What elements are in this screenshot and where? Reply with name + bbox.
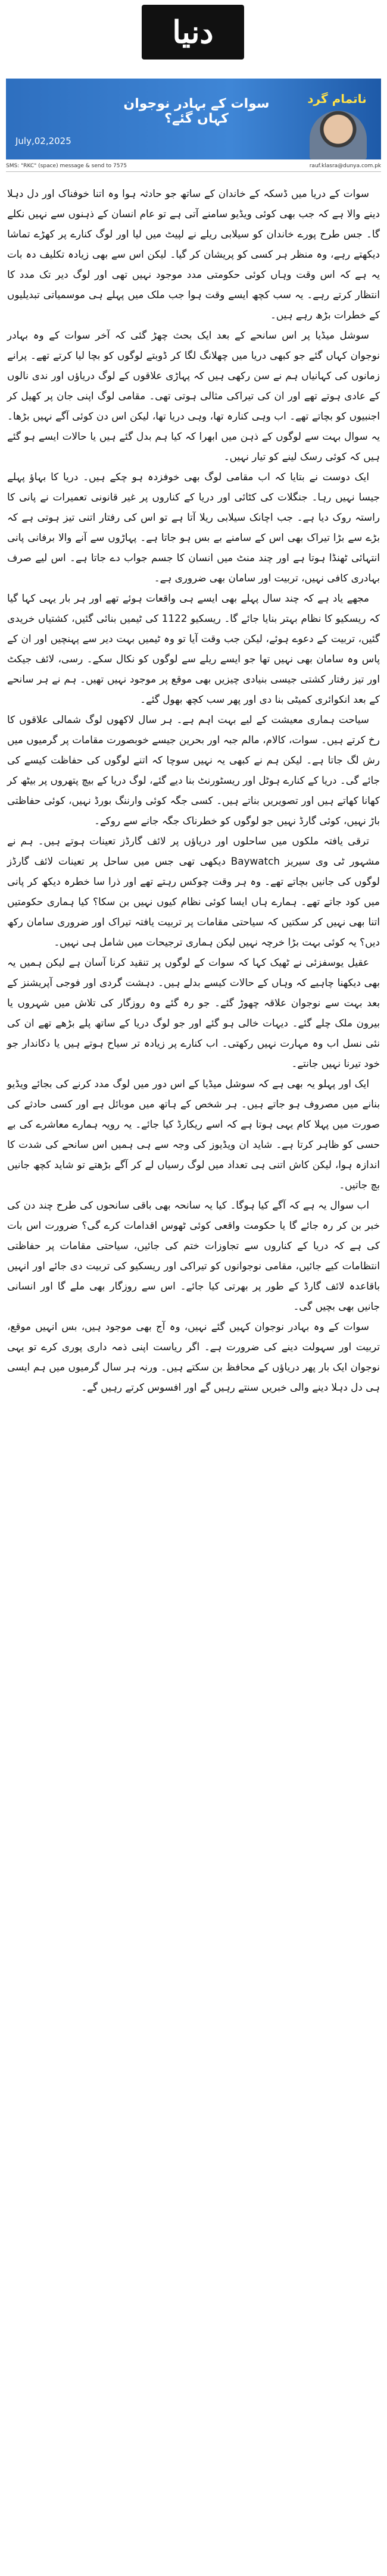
publish-date: July,02,2025 [15, 136, 71, 146]
masthead [0, 0, 387, 174]
column-name: ناتمام گرد [307, 92, 367, 106]
article-paragraph: سوشل میڈیا پر اس سانحے کے بعد ایک بحث چھڑ گئی کہ آخر سوات کے وہ بہادر نوجوان کہاں گئے جو کبھی دریا میں چھلانگ لگا کر ڈوبتے لوگوں کو بچا لیا کرتے تھے۔ پرانے زمانوں کی کہانیاں ہم نے سن رکھی ہیں کہ پہاڑی علاقوں کے لوگ دریاؤں اور ندی نالوں کے عادی ہوتے تھے اور ان کی تیراکی مثالی ہوتی تھی۔ مقامی لوگ اپنی جان پر کھیل کر اجنبیوں کو بچاتے تھے۔ اب وہی کنارہ تھا، وہی دریا تھا، لیکن اس دن کوئی آگے نہیں بڑھا۔ یہ سوال بہت سے لوگوں کے ذہن میں ابھرا کہ کیا ہم بدل گئے ہیں یا حالات ایسے ہو گئے ہیں کہ کوئی رسک لینے کو تیار نہیں۔ [7, 329, 380, 462]
author-email: rauf.klasra@dunya.com.pk [309, 163, 381, 169]
article-paragraph: ایک دوست نے بتایا کہ اب مقامی لوگ بھی خوفزدہ ہو چکے ہیں۔ دریا کا بہاؤ پہلے جیسا نہیں رہا۔ جنگلات کی کٹائی اور دریا کے کناروں پر غیر قانونی تعمیرات نے پانی کا راستہ روک دیا ہے۔ جب اچانک سیلابی ریلا آتا ہے تو اس کی رفتار اتنی تیز ہوتی ہے کہ بڑے سے بڑا تیراک بھی اس کے سامنے بے بس ہو جاتا ہے۔ پہاڑوں سے آنے والا برفانی پانی انتہائی ٹھنڈا ہوتا ہے اور چند منٹ میں انسان کا جسم جواب دے جاتا ہے۔ اس لیے صرف بہادری کافی نہیں، تربیت اور سامان بھی ضروری ہے۔ [7, 471, 380, 584]
article-paragraph: ترقی یافتہ ملکوں میں ساحلوں اور دریاؤں پر لائف گارڈز تعینات ہوتے ہیں۔ ہم نے مشہور ٹی وی سیریز Baywatch دیکھی تھی جس میں ساحل پر تعینات لائف گارڈز لوگوں کی جانیں بچاتے تھے۔ وہ ہر وقت چوکس رہتے تھے اور ذرا سا خطرہ دیکھ کر پانی میں کود جاتے تھے۔ ہمارے ہاں ایسا کوئی نظام کیوں نہیں بن سکا؟ کیا ہماری حکومتیں اتنا بھی نہیں کر سکتیں کہ سیاحتی مقامات پر تربیت یافتہ تیراک اور ضروری سامان رکھ دیں؟ یہ کوئی بہت بڑا خرچہ نہیں لیکن ہماری ترجیحات میں شامل ہی نہیں۔ [7, 835, 380, 948]
article-paragraph: سیاحت ہماری معیشت کے لیے بہت اہم ہے۔ ہر سال لاکھوں لوگ شمالی علاقوں کا رخ کرتے ہیں۔ سوات، کالام، مالم جبہ اور بحرین جیسے خوبصورت مقامات پر گرمیوں میں رش لگ جاتا ہے۔ لیکن ہم نے کبھی یہ نہیں سوچا کہ اتنے لوگوں کی حفاظت کیسے کی جائے گی۔ دریا کے کنارے ہوٹل اور ریسٹورنٹ بنا دیے گئے، لوگ دریا کے بیچ پتھروں پر بیٹھ کر کھانا کھاتے ہیں اور تصویریں بناتے ہیں۔ کسی جگہ کوئی وارننگ بورڈ نہیں، کوئی حفاظتی باڑ نہیں، کوئی گارڈ نہیں جو لوگوں کو خطرناک جگہ جانے سے روکے۔ [7, 713, 380, 827]
contact-bar [6, 161, 381, 172]
article-paragraph: عقیل یوسفزئی نے ٹھیک کہا کہ سوات کے لوگوں پر تنقید کرنا آسان ہے لیکن ہمیں یہ بھی دیکھنا چاہیے کہ وہاں کے حالات کیسے بدلے ہیں۔ دہشت گردی اور فوجی آپریشنز کے بعد بہت سے نوجوان علاقہ چھوڑ گئے۔ جو رہ گئے وہ روزگار کی تلاش میں شہروں یا بیرون ملک چلے گئے۔ دیہات خالی ہو گئے اور جو لوگ دریا کے ساتھ پلے بڑھے تھے ان کی نئی نسل اب وہ مہارت نہیں رکھتی۔ اب کنارے پر زیادہ تر سیاح ہوتے ہیں یا دکاندار جو خود تیرنا نہیں جانتے۔ [7, 956, 380, 1069]
column-banner [6, 79, 381, 159]
article-body [0, 174, 387, 1397]
article-paragraph: مجھے یاد ہے کہ چند سال پہلے بھی ایسے ہی واقعات ہوئے تھے اور ہر بار یہی کہا گیا کہ ریسکیو کا نظام بہتر بنایا جائے گا۔ ریسکیو 1122 کی ٹیمیں بنائی گئیں، کشتیاں خریدی گئیں، تربیت کے دعوے ہوئے، لیکن جب وقت آیا تو وہ ٹیمیں بہت دیر سے پہنچیں اور ان کے پاس وہ سامان بھی نہیں تھا جو ایسے ریلے سے لوگوں کو نکال سکے۔ رسی، لائف جیکٹ اور تیز رفتار کشتی جیسی بنیادی چیزیں بھی موقع پر موجود نہیں تھیں۔ ہم نے ہر سانحے کے بعد انکوائری کمیٹی بنا دی اور پھر سب کچھ بھول گئے۔ [7, 592, 380, 705]
article-paragraph: سوات کے دریا میں ڈسکہ کے خاندان کے ساتھ جو حادثہ ہوا وہ اتنا خوفناک اور دل دہلا دینے والا ہے کہ جب بھی کوئی ویڈیو سامنے آتی ہے تو عام انسان کے ذہنوں سے نہیں نکلے گا۔ جس طرح پورے خاندان کو سیلابی ریلے نے لپیٹ میں لیا اور لوگ کنارے پر کھڑے تماشا دیکھتے رہے، وہ منظر ہر کسی کو پریشان کر گیا۔ لیکن اس سے بھی زیادہ تکلیف دہ بات یہ ہے کہ اس وقت وہاں کوئی حکومتی مدد موجود نہیں تھی اور لوگ دیر تک مدد کا انتظار کرتے رہے۔ یہ سب کچھ ایسے وقت ہوا جب ملک میں پہلے ہی موسمیاتی تبدیلیوں کے خطرات بڑھ رہے ہیں۔ [7, 187, 380, 321]
article-paragraph: سوات کے وہ بہادر نوجوان کہیں گئے نہیں، وہ آج بھی موجود ہیں، بس انہیں موقع، تربیت اور سہولت دینے کی ضرورت ہے۔ اگر ریاست اپنی ذمہ داری پوری کرے تو یہی نوجوان ایک بار پھر دریاؤں کے محافظ بن سکتے ہیں۔ ورنہ ہر سال گرمیوں میں ہم ایسی ہی دل دہلا دینے والی خبریں سنتے رہیں گے اور افسوس کرتے رہیں گے۔ [7, 1320, 380, 1393]
newspaper-logo: دنیا [142, 5, 244, 60]
author-photo [310, 111, 367, 159]
article-paragraph: ایک اور پہلو یہ بھی ہے کہ سوشل میڈیا کے اس دور میں لوگ مدد کرنے کی بجائے ویڈیو بنانے میں مصروف ہو جاتے ہیں۔ ہر شخص کے ہاتھ میں موبائل ہے اور کسی حادثے کی صورت میں پہلا کام یہی ہوتا ہے کہ اسے ریکارڈ کیا جائے۔ یہ رویہ ہمارے معاشرے کی بے حسی کو ظاہر کرتا ہے۔ شاید ان ویڈیوز کی وجہ سے ہی ہمیں اس سانحے کی شدت کا اندازہ ہوا، لیکن کاش اتنی ہی تعداد میں لوگ رسیاں لے کر آگے بڑھتے تو شاید کچھ جانیں بچ جاتیں۔ [7, 1078, 380, 1191]
article-headline: سوات کے بہادر نوجوان کہاں گئے؟ [123, 96, 270, 126]
sms-instructions: SMS: "RKC" (space) message & send to 7575 [6, 163, 127, 169]
article-paragraph: اب سوال یہ ہے کہ آگے کیا ہوگا۔ کیا یہ سانحہ بھی باقی سانحوں کی طرح چند دن کی خبر بن کر رہ جائے گا یا حکومت واقعی کوئی ٹھوس اقدامات کرے گی؟ ضرورت اس بات کی ہے کہ دریا کے کناروں سے تجاوزات ختم کی جائیں، سیاحتی مقامات پر حفاظتی انتظامات کیے جائیں، مقامی نوجوانوں کو تیراکی اور ریسکیو کی تربیت دی جائے اور انہیں باقاعدہ لائف گارڈ کے طور پر بھرتی کیا جائے۔ اس سے روزگار بھی ملے گا اور انسانی جانیں بھی بچیں گی۔ [7, 1199, 380, 1312]
